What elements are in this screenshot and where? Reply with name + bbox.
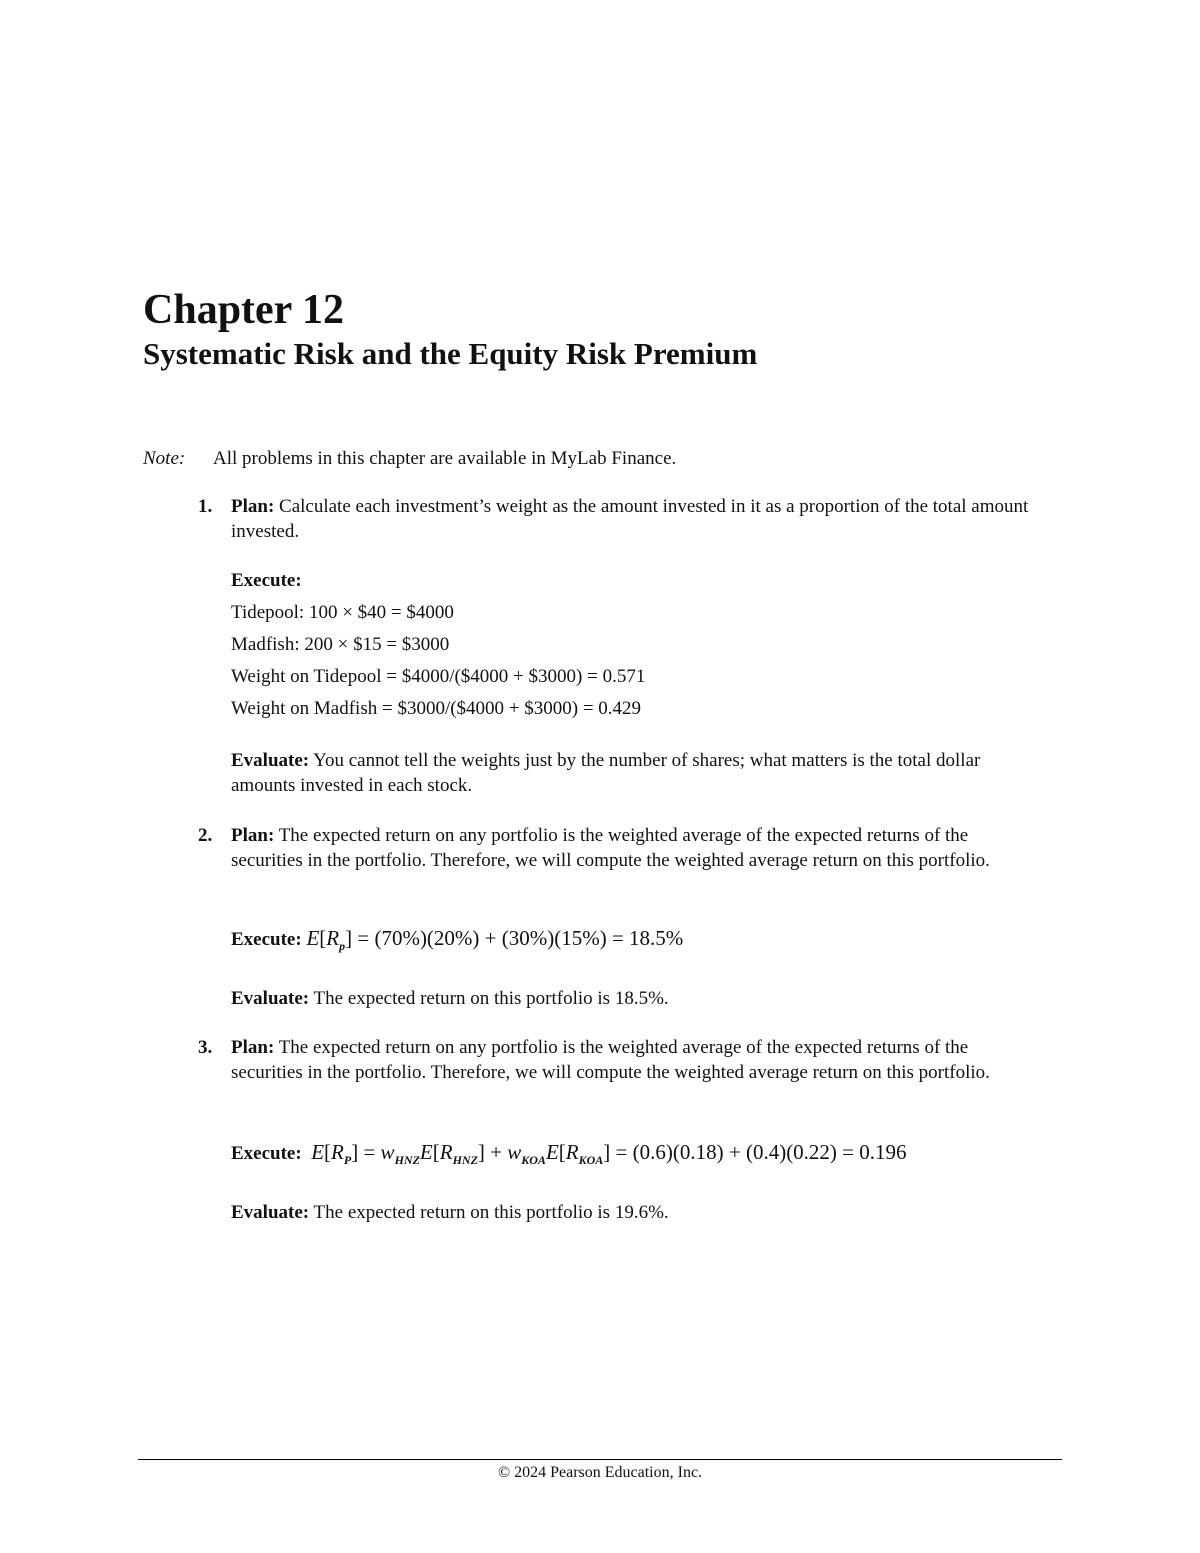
problem-1-plan bbox=[231, 494, 1041, 544]
problem-3-execute bbox=[231, 1140, 1041, 1173]
problem-1-execute-lines bbox=[231, 597, 1041, 725]
problem-1-execute-label: Execute: bbox=[231, 570, 302, 591]
execute-line: Weight on Tidepool = $4000/($4000 + $3000) = 0.571 bbox=[231, 666, 646, 687]
execute-line: Madfish: 200 × $15 = $3000 bbox=[231, 634, 450, 655]
footer-copyright: © 2024 Pearson Education, Inc. bbox=[497, 1464, 703, 1481]
plan-text: Calculate each investment’s weight as the amount invested in it as a proportion of the total amount invested. bbox=[231, 496, 1029, 542]
problem-2-evaluate bbox=[231, 986, 1041, 1011]
evaluate-label: Evaluate: bbox=[231, 988, 310, 1009]
evaluate-text: The expected return on this portfolio is 18.5%. bbox=[313, 988, 669, 1009]
plan-text: The expected return on any portfolio is the weighted average of the expected returns of the securities in the portfolio. Therefore, we will compute the weighted average return on this portfolio. bbox=[231, 825, 990, 871]
plan-text: The expected return on any portfolio is the weighted average of the expected returns of the securities in the portfolio. Therefore, we will compute the weighted average return on this portfolio. bbox=[231, 1037, 990, 1083]
problem-2-number: 2. bbox=[198, 825, 213, 846]
execute-label: Execute: bbox=[231, 929, 302, 950]
note-label: Note: bbox=[143, 448, 186, 469]
problem-1-evaluate bbox=[231, 748, 1041, 798]
problem-1-number: 1. bbox=[198, 496, 213, 517]
evaluate-text: The expected return on this portfolio is 19.6%. bbox=[313, 1202, 669, 1223]
plan-label: Plan: bbox=[231, 825, 275, 846]
chapter-subtitle: Systematic Risk and the Equity Risk Premium bbox=[143, 336, 758, 371]
footer-divider bbox=[138, 1459, 1062, 1460]
execute-line: Weight on Madfish = $3000/($4000 + $3000) = 0.429 bbox=[231, 698, 642, 719]
evaluate-text: You cannot tell the weights just by the number of shares; what matters is the total dollar amounts invested in each stock. bbox=[231, 750, 981, 796]
evaluate-label: Evaluate: bbox=[231, 750, 310, 771]
plan-label: Plan: bbox=[231, 496, 275, 517]
problem-3-number: 3. bbox=[198, 1037, 213, 1058]
problem-3-evaluate bbox=[231, 1200, 1041, 1225]
chapter-note bbox=[143, 446, 676, 471]
problem-2-plan bbox=[231, 823, 1041, 873]
execute-formula: $E[R_P] = w_{HNZ}E[R_{HNZ}] + w_{KOA}E[R_{KOA}] = (0.6)(0.18) + (0.4)(0.22) = 0.196$ bbox=[311, 1140, 907, 1168]
chapter-title: Chapter 12 bbox=[143, 287, 345, 333]
execute-line: Tidepool: 100 × $40 = $4000 bbox=[231, 602, 454, 623]
problem-2-execute bbox=[231, 926, 1041, 959]
evaluate-label: Evaluate: bbox=[231, 1202, 310, 1223]
note-text: All problems in this chapter are available in MyLab Finance. bbox=[213, 448, 677, 469]
execute-formula: $E[R_p] = (70\%)(20\%) + (30\%)(15\%) = 18.5\%$ bbox=[306, 926, 684, 954]
plan-label: Plan: bbox=[231, 1037, 275, 1058]
execute-label: Execute: bbox=[231, 1143, 302, 1164]
problem-3-plan bbox=[231, 1035, 1041, 1085]
